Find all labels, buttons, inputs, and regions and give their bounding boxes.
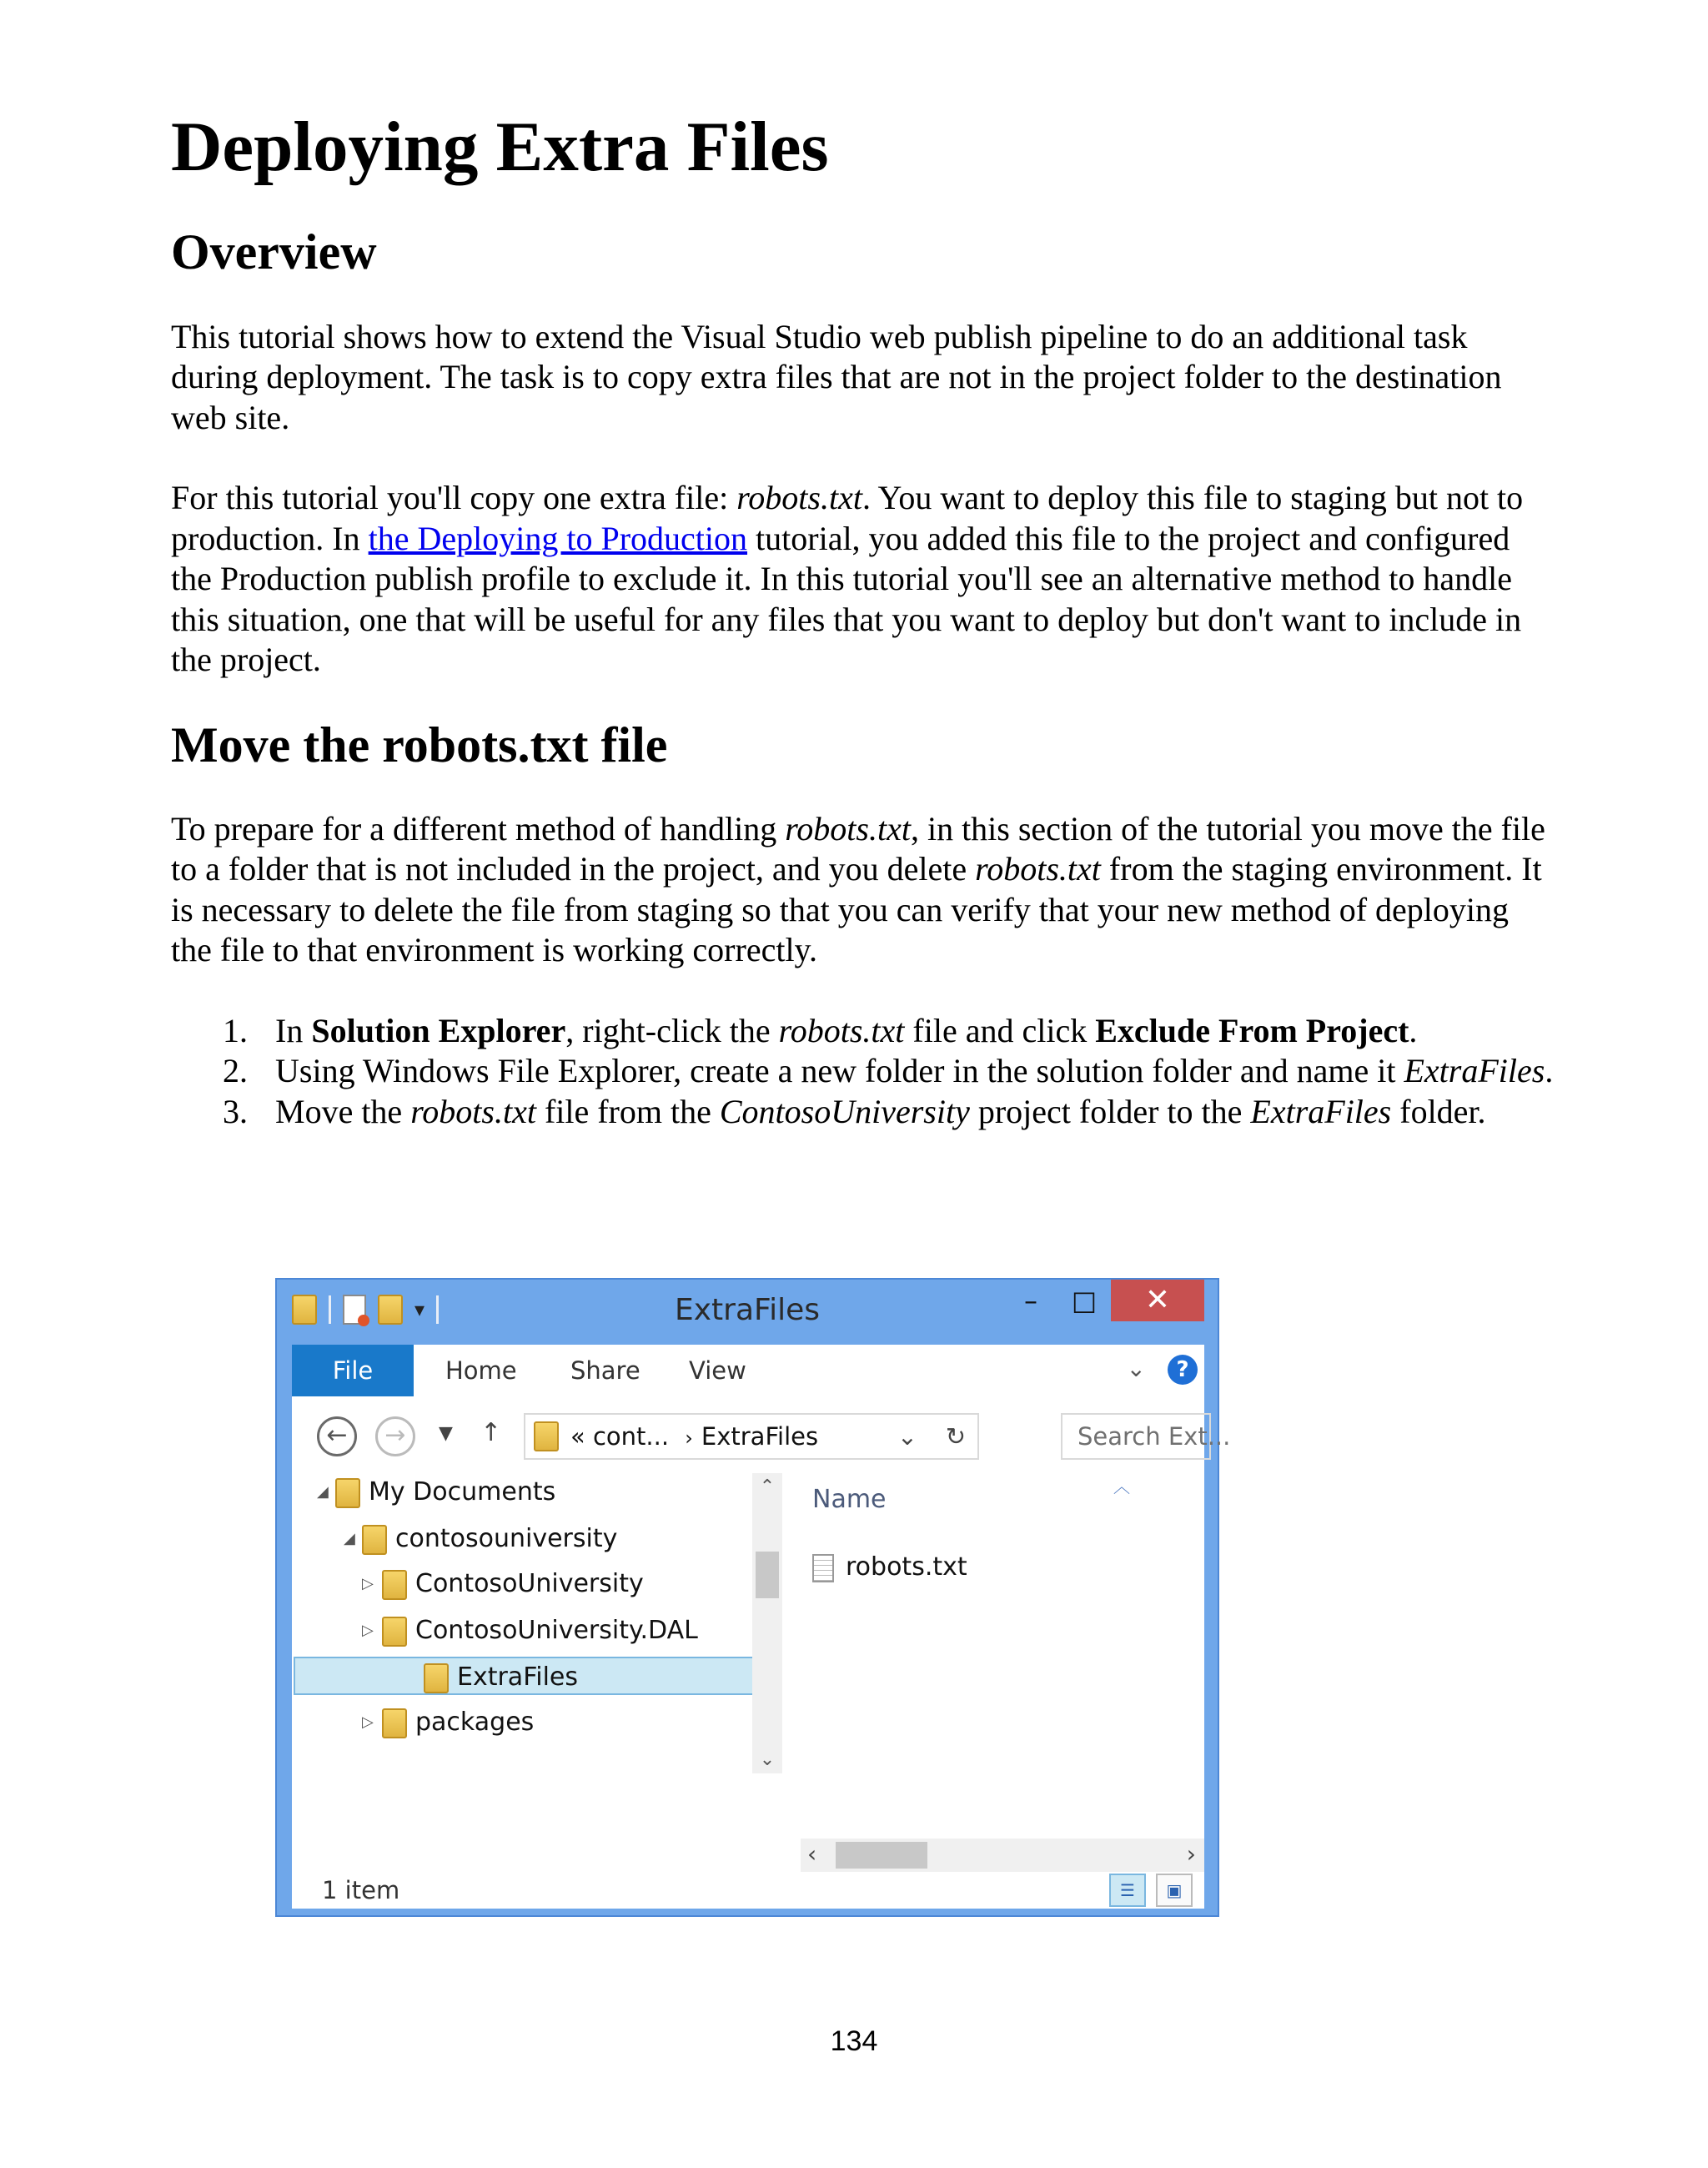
breadcrumb-separator-icon: › (685, 1426, 693, 1450)
back-button[interactable]: ← (317, 1416, 357, 1456)
file-list-scrollbar[interactable] (801, 1839, 1204, 1872)
close-button[interactable]: ✕ (1111, 1280, 1204, 1321)
tab-file[interactable]: File (292, 1345, 414, 1396)
folder-icon (362, 1525, 387, 1555)
move-robots-heading: Move the robots.txt file (171, 717, 668, 772)
tree-item-packages[interactable]: ▷ packages (362, 1703, 751, 1742)
folder-icon (382, 1617, 407, 1647)
tab-share[interactable]: Share (570, 1356, 640, 1385)
page-number: 134 (830, 2025, 878, 2057)
expand-icon[interactable]: ▷ (362, 1713, 374, 1731)
tree-item-contosouniversity[interactable]: ◢ contosouniversity (344, 1520, 751, 1558)
ribbon-tabs (292, 1345, 1204, 1396)
overflow-chevron-icon[interactable]: « (570, 1422, 585, 1451)
text-file-icon (812, 1554, 834, 1582)
documents-folder-icon (335, 1478, 360, 1508)
page-title: Deploying Extra Files (171, 108, 829, 186)
navigation-bar (292, 1396, 1231, 1473)
view-switcher (1109, 1874, 1193, 1907)
up-button[interactable]: ↑ (480, 1418, 502, 1447)
tab-home[interactable]: Home (445, 1356, 517, 1385)
tree-item-extrafiles[interactable]: ExtraFiles (294, 1657, 771, 1695)
item-count: 1 item (322, 1876, 400, 1904)
collapse-icon[interactable]: ◢ (344, 1530, 355, 1547)
customize-toolbar-icon[interactable]: ▾ (414, 1298, 425, 1321)
explorer-body (292, 1396, 1231, 1909)
refresh-icon[interactable]: ↻ (945, 1422, 966, 1451)
minimize-button[interactable]: – (1024, 1285, 1037, 1316)
folder-icon (424, 1663, 449, 1693)
window-title: ExtraFiles (674, 1293, 821, 1327)
window-controls (1004, 1280, 1204, 1321)
list-item: 3. Move the robots.txt file from the ContosoUniversity project folder to the ExtraFiles folder. (223, 1092, 1486, 1130)
large-icons-view-icon[interactable]: ▣ (1156, 1874, 1193, 1907)
overview-paragraph: This tutorial shows how to extend the Visual Studio web publish pipeline to do an additional task during deployment. The task is to copy extra files that are not in the project folder to the destination web site. (171, 317, 1502, 436)
document-content (171, 107, 1555, 1132)
robots-intro-paragraph: For this tutorial you'll copy one extra file: robots.txt. You want to deploy this file to staging but not to production. In the Deploying to Production tutorial, you added this file to the project and configured the Production publish profile to exclude it. In this tutorial you'll see an alternative method to handle this situation, one that will be useful for any files that you want to deploy but don't want to include in the project. (171, 479, 1524, 679)
expand-icon[interactable]: ▷ (362, 1622, 374, 1639)
expand-ribbon-icon[interactable]: ⌄ (1126, 1355, 1146, 1382)
move-robots-paragraph: To prepare for a different method of handling robots.txt, in this section of the tutorial you move the file to a folder that is not included in the project, and you delete robots.txt from the staging environment. It is necessary to delete the file from staging so that you can verify that your new method of deploying the file to that environment is working correctly. (171, 809, 1545, 969)
list-item: 1. In Solution Explorer, right-click the robots.txt file and click Exclude From Project. (223, 1011, 1418, 1049)
recent-locations-icon[interactable]: ▼ (439, 1423, 453, 1444)
navigation-pane (292, 1473, 776, 1765)
tree-item-my-documents[interactable]: ◢ My Documents (317, 1473, 751, 1512)
search-input[interactable]: Search Ext... (1061, 1413, 1211, 1460)
address-dropdown-icon[interactable]: ⌄ (897, 1422, 917, 1451)
breadcrumb-extrafiles[interactable]: ExtraFiles (701, 1422, 819, 1451)
address-bar[interactable] (524, 1413, 979, 1460)
forward-button[interactable]: → (375, 1416, 415, 1456)
help-icon[interactable]: ? (1168, 1355, 1198, 1385)
sort-ascending-icon: ︿ (1113, 1476, 1130, 1496)
navigation-scrollbar[interactable] (752, 1473, 782, 1773)
collapse-icon[interactable]: ◢ (317, 1483, 329, 1501)
scrollbar-thumb[interactable] (836, 1842, 927, 1869)
scrollbar-thumb[interactable] (756, 1552, 779, 1598)
title-bar (277, 1280, 1218, 1345)
column-header-name[interactable]: Name (812, 1485, 887, 1514)
tab-view[interactable]: View (689, 1356, 746, 1385)
file-item-robots[interactable]: robots.txt (812, 1548, 967, 1587)
scroll-down-icon[interactable]: ⌄ (759, 1749, 776, 1770)
scroll-right-icon[interactable]: › (1186, 1840, 1196, 1868)
status-bar (292, 1872, 1204, 1909)
steps-list (171, 1011, 1555, 1133)
folder-icon (382, 1708, 407, 1738)
tree-item-contosouniversity-dal[interactable]: ▷ ContosoUniversity.DAL (362, 1612, 751, 1650)
list-item: 2. Using Windows File Explorer, create a new folder in the solution folder and name it ExtraFiles. (223, 1052, 1554, 1090)
deploying-to-production-link[interactable]: the Deploying to Production (368, 519, 748, 557)
folder-icon (534, 1421, 559, 1451)
tree-item-contosouniversity-project[interactable]: ▷ ContosoUniversity (362, 1565, 751, 1603)
folder-icon (382, 1570, 407, 1600)
maximize-button[interactable]: □ (1071, 1285, 1098, 1316)
details-view-icon[interactable]: ☰ (1109, 1874, 1146, 1907)
file-list-pane (801, 1473, 1204, 1832)
scroll-left-icon[interactable]: ‹ (807, 1840, 817, 1868)
breadcrumb-contosouniversity[interactable]: cont... (592, 1422, 670, 1451)
expand-icon[interactable]: ▷ (362, 1575, 374, 1592)
file-explorer-window (275, 1278, 1231, 1917)
scroll-up-icon[interactable]: ⌃ (759, 1476, 776, 1497)
overview-heading: Overview (171, 224, 377, 279)
